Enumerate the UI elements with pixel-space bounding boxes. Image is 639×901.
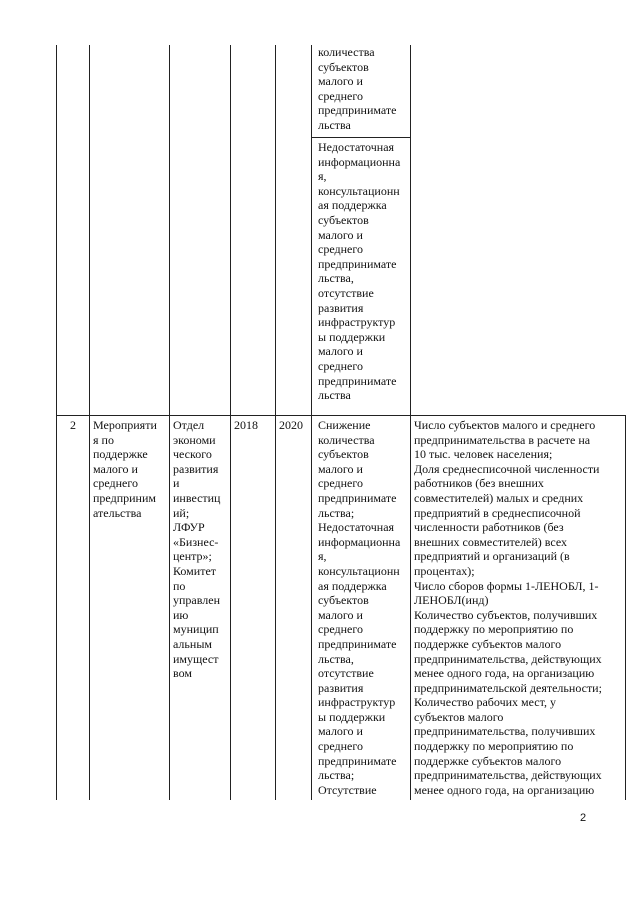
table-border-col6 bbox=[410, 45, 411, 800]
table-border-col5 bbox=[311, 45, 312, 800]
end-year: 2020 bbox=[279, 418, 303, 432]
reason-cell-insufficient-support: Недостаточная информационна я, консультационн ая поддержка субъектов малого и среднего предпринимате льства, отсутствие развития инфраструктур ы поддержки малого и среднего предпринимате льства bbox=[318, 140, 401, 403]
table-border-col4 bbox=[275, 45, 276, 800]
indicators-cell: Число субъектов малого и среднего предпринимательства в расчете на 10 тыс. человек населения; Доля среднесписочной численности работников (без внешних совместителей) малых и средних предприятий в среднесписочной численности работников (без внешних совместителей) всех предприятий и организаций (в процентах); Число сборов формы 1-ЛЕНОБЛ, 1- ЛЕНОБЛ(инд) Количество субъектов, получивших поддержку по мероприятию по поддержке субъектов малого предпринимательства, действующих менее одного года, на организацию предпринимательской деятельности; Количество рабочих мест, у субъектов малого предпринимательства, получивших поддержку по мероприятию по поддержке субъектов малого предпринимательства, действующих менее одного года, на организацию bbox=[414, 418, 602, 797]
reason-cell-row2: Снижение количества субъектов малого и среднего предпринимате льства; Недостаточная информационна я, консультационн ая поддержка субъектов малого и среднего предпринимате льства, отсутствие развития инфраструктур ы поддержки малого и среднего предпринимате льства; Отсутствие bbox=[318, 418, 401, 797]
responsible-executor: Отдел экономи ческого развития и инвестиц ий; ЛФУР «Бизнес- центр»; Комитет по управлен ию муницип альным имущест вом bbox=[173, 418, 221, 681]
table-border-col2 bbox=[169, 45, 170, 800]
page-number: 2 bbox=[580, 812, 587, 824]
activity-name: Мероприяти я по поддержке малого и среднего предприним ательства bbox=[93, 418, 157, 520]
reason-divider bbox=[311, 137, 411, 138]
row-separator bbox=[56, 415, 626, 416]
table-border-col3 bbox=[230, 45, 231, 800]
row-number: 2 bbox=[70, 418, 76, 432]
table-border-right bbox=[625, 415, 626, 800]
table-border-col1 bbox=[89, 45, 90, 800]
reason-cell-continuation: количества субъектов малого и среднего предпринимате льства bbox=[318, 45, 397, 132]
start-year: 2018 bbox=[234, 418, 258, 432]
